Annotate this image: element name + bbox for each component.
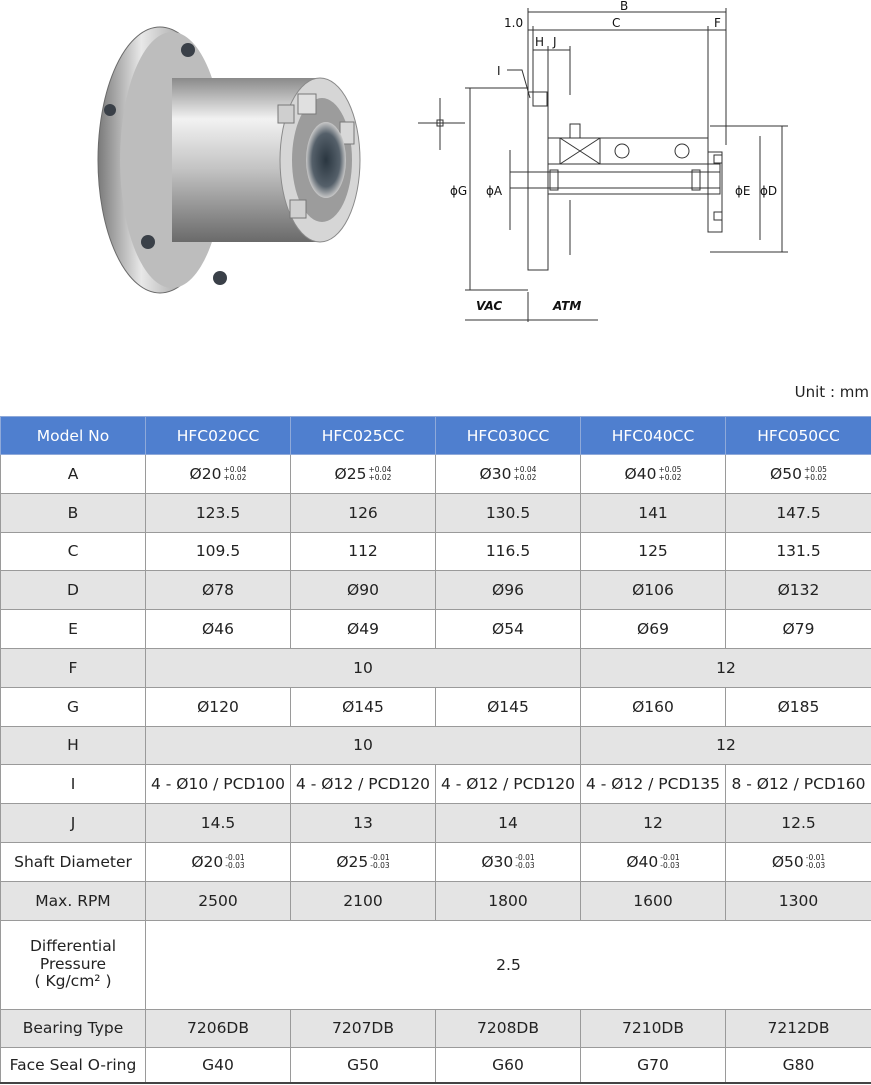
table-cell: 141	[581, 493, 726, 532]
tolerance	[368, 466, 391, 482]
table-cell: 12.5	[726, 804, 871, 843]
cell-value: Ø40	[624, 464, 657, 483]
label-line: Differential	[29, 936, 117, 955]
label-line: Pressure	[39, 954, 107, 973]
row-label: B	[1, 493, 146, 532]
dim-b: B	[620, 0, 629, 13]
table-cell: 8 - Ø12 / PCD160	[726, 765, 871, 804]
table-cell	[291, 455, 436, 494]
table-cell: Ø132	[726, 571, 871, 610]
row-label: Bearing Type	[1, 1009, 146, 1048]
table-cell: 7212DB	[726, 1009, 871, 1048]
table-cell: G50	[291, 1048, 436, 1084]
table-cell: Ø46	[146, 610, 291, 649]
table-cell: 14	[436, 804, 581, 843]
row-max-rpm	[1, 881, 871, 920]
tol-lower: -0.03	[225, 861, 245, 871]
dim-f: F	[714, 16, 721, 30]
table-cell: G70	[581, 1048, 726, 1084]
table-cell: 125	[581, 532, 726, 571]
table-cell	[581, 455, 726, 494]
tolerance	[660, 854, 679, 870]
row-label: A	[1, 455, 146, 494]
tol-lower: +0.02	[513, 473, 537, 483]
table-cell: Ø69	[581, 610, 726, 649]
dim-d: ϕD	[760, 184, 778, 198]
row-label: I	[1, 765, 146, 804]
table-cell: 7206DB	[146, 1009, 291, 1048]
table-cell: 2500	[146, 881, 291, 920]
row-f	[1, 648, 871, 687]
tolerance	[225, 854, 244, 870]
table-cell: 1300	[726, 881, 871, 920]
table-cell: 4 - Ø12 / PCD120	[436, 765, 581, 804]
row-label: E	[1, 610, 146, 649]
tolerance	[806, 854, 825, 870]
table-cell: 4 - Ø12 / PCD135	[581, 765, 726, 804]
unit-label: Unit : mm	[794, 383, 869, 401]
row-differential-pressure	[1, 920, 871, 1009]
table-cell: 12	[581, 648, 871, 687]
header-cell: Model No	[1, 417, 146, 455]
header-cell: HFC020CC	[146, 417, 291, 455]
tol-upper: +0.04	[223, 465, 247, 475]
table-cell: Ø145	[436, 687, 581, 726]
table-cell: 109.5	[146, 532, 291, 571]
row-bearing-type	[1, 1009, 871, 1048]
header-cell: HFC025CC	[291, 417, 436, 455]
table-cell: 131.5	[726, 532, 871, 571]
table-cell: Ø185	[726, 687, 871, 726]
table-cell: 4 - Ø12 / PCD120	[291, 765, 436, 804]
cell-value: Ø50	[770, 464, 802, 483]
table-cell: G40	[146, 1048, 291, 1084]
table-cell: Ø49	[291, 610, 436, 649]
tol-lower: -0.03	[805, 861, 826, 871]
tol-upper: -0.01	[370, 853, 390, 863]
row-g	[1, 687, 871, 726]
row-label: Face Seal O-ring	[1, 1048, 146, 1084]
tolerance	[804, 466, 827, 482]
table-cell	[726, 455, 871, 494]
row-label: J	[1, 804, 146, 843]
row-i	[1, 765, 871, 804]
tol-upper: -0.01	[660, 853, 680, 863]
table-cell: Ø160	[581, 687, 726, 726]
table-cell: 1600	[581, 881, 726, 920]
row-e	[1, 610, 871, 649]
row-label: G	[1, 687, 146, 726]
header-cell: HFC030CC	[436, 417, 581, 455]
dim-i: I	[497, 64, 501, 78]
cell-value: Ø20	[191, 852, 224, 871]
product-photo	[60, 10, 420, 310]
table-cell: 2.5	[146, 920, 871, 1009]
cell-value: Ø30	[479, 464, 512, 483]
table-cell: 14.5	[146, 804, 291, 843]
dim-a: ϕA	[486, 184, 503, 198]
table-cell	[291, 842, 436, 881]
atm-label: ATM	[553, 299, 582, 313]
tolerance	[658, 466, 681, 482]
spec-table	[0, 416, 871, 1084]
tol-upper: +0.05	[803, 465, 827, 475]
row-label: Max. RPM	[1, 881, 146, 920]
cell-value: Ø50	[771, 852, 804, 871]
row-c	[1, 532, 871, 571]
table-cell: Ø145	[291, 687, 436, 726]
table-cell: Ø78	[146, 571, 291, 610]
table-cell	[726, 842, 871, 881]
tol-lower: +0.02	[803, 473, 827, 483]
row-shaft-diameter	[1, 842, 871, 881]
table-cell	[146, 842, 291, 881]
table-cell: Ø96	[436, 571, 581, 610]
tol-lower: -0.03	[370, 861, 390, 871]
table-cell: 7210DB	[581, 1009, 726, 1048]
dim-e: ϕE	[735, 184, 751, 198]
row-a	[1, 455, 871, 494]
header-cell: HFC040CC	[581, 417, 726, 455]
table-cell: 12	[581, 804, 726, 843]
table-cell: 10	[146, 648, 581, 687]
tol-lower: -0.03	[660, 861, 680, 871]
tol-lower: +0.02	[658, 473, 682, 483]
row-label	[1, 920, 146, 1009]
table-cell: 112	[291, 532, 436, 571]
row-label: D	[1, 571, 146, 610]
table-cell: G80	[726, 1048, 871, 1084]
table-cell: 12	[581, 726, 871, 765]
cell-value: Ø30	[481, 852, 514, 871]
cross-section-drawing	[410, 0, 871, 335]
row-label: Shaft Diameter	[1, 842, 146, 881]
row-j	[1, 804, 871, 843]
table-cell: 123.5	[146, 493, 291, 532]
table-cell	[436, 455, 581, 494]
cell-value: Ø40	[626, 852, 659, 871]
row-h	[1, 726, 871, 765]
row-b	[1, 493, 871, 532]
table-cell: 147.5	[726, 493, 871, 532]
row-label: H	[1, 726, 146, 765]
cell-value: Ø25	[336, 852, 369, 871]
tolerance	[515, 854, 534, 870]
table-cell: 13	[291, 804, 436, 843]
tol-upper: -0.01	[805, 853, 826, 863]
tol-lower: +0.02	[223, 473, 247, 483]
row-label: F	[1, 648, 146, 687]
header-row	[1, 417, 871, 455]
tol-upper: +0.04	[513, 465, 537, 475]
cell-value: Ø20	[189, 464, 222, 483]
tol-upper: -0.01	[225, 853, 245, 863]
dim-one: 1.0	[504, 16, 524, 30]
row-d	[1, 571, 871, 610]
table-cell: 126	[291, 493, 436, 532]
tolerance	[370, 854, 389, 870]
dim-h: H	[535, 35, 545, 49]
dim-g: ϕG	[450, 184, 468, 198]
table-cell: Ø90	[291, 571, 436, 610]
vac-label: VAC	[476, 299, 503, 313]
table-cell: 7208DB	[436, 1009, 581, 1048]
tol-lower: -0.03	[515, 861, 535, 871]
table-cell: 2100	[291, 881, 436, 920]
table-cell	[146, 455, 291, 494]
cell-value: Ø25	[334, 464, 367, 483]
table-cell: 116.5	[436, 532, 581, 571]
table-cell: G60	[436, 1048, 581, 1084]
header-cell: HFC050CC	[726, 417, 871, 455]
table-cell: 7207DB	[291, 1009, 436, 1048]
table-cell	[436, 842, 581, 881]
tol-lower: +0.02	[368, 473, 392, 483]
table-cell	[581, 842, 726, 881]
table-cell: 1800	[436, 881, 581, 920]
table-cell: 10	[146, 726, 581, 765]
label-line: ( Kg/cm² )	[34, 972, 112, 991]
table-cell: Ø54	[436, 610, 581, 649]
tol-upper: -0.01	[515, 853, 535, 863]
table-cell: Ø120	[146, 687, 291, 726]
table-cell: 130.5	[436, 493, 581, 532]
row-label: C	[1, 532, 146, 571]
dim-c: C	[612, 16, 621, 30]
tolerance	[223, 466, 246, 482]
tolerance	[513, 466, 536, 482]
tol-upper: +0.05	[658, 465, 682, 475]
table-cell: Ø79	[726, 610, 871, 649]
dim-j: J	[553, 35, 557, 49]
row-face-seal-oring	[1, 1048, 871, 1084]
tol-upper: +0.04	[368, 465, 392, 475]
table-cell: 4 - Ø10 / PCD100	[146, 765, 291, 804]
table-cell: Ø106	[581, 571, 726, 610]
